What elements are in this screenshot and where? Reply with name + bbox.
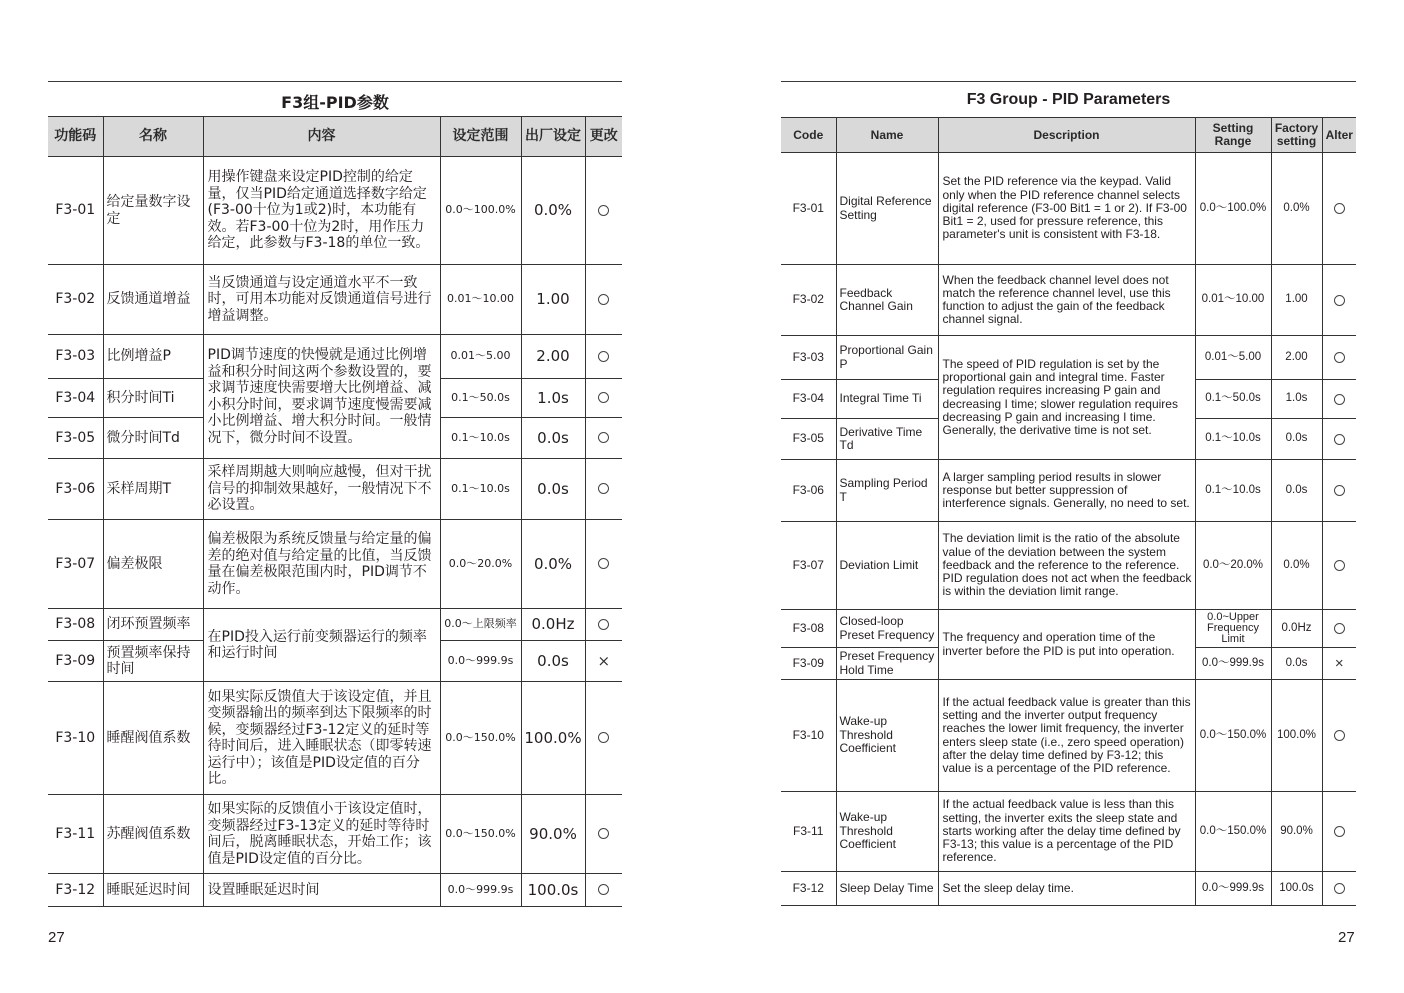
name-cell: Integral Time Ti bbox=[836, 380, 938, 419]
name-cell: Sampling Period T bbox=[836, 460, 938, 522]
header-alter: 更改 bbox=[585, 117, 622, 157]
range-cell: 0.0～100.0% bbox=[1195, 153, 1271, 265]
code-cell: F3-10 bbox=[48, 682, 103, 795]
desc-cell: Set the sleep delay time. bbox=[938, 872, 1195, 906]
code-cell: F3-12 bbox=[48, 874, 103, 907]
table-row bbox=[781, 792, 1356, 872]
circle-icon bbox=[1334, 826, 1345, 837]
name-cell: Feedback Channel Gain bbox=[836, 265, 938, 336]
name-cell: Deviation Limit bbox=[836, 522, 938, 610]
range-cell: 0.1～10.0s bbox=[440, 418, 521, 459]
circle-icon bbox=[598, 294, 609, 305]
code-cell: F3-03 bbox=[781, 336, 836, 380]
range-cell: 0.0～150.0% bbox=[440, 682, 521, 795]
factory-cell: 100.0% bbox=[521, 682, 585, 795]
right-page-number: 27 bbox=[1338, 929, 1355, 946]
circle-icon bbox=[598, 732, 609, 743]
code-cell: F3-02 bbox=[781, 265, 836, 336]
merged-desc-cell: The frequency and operation time of the inverter before the PID is put into operation. bbox=[938, 610, 1195, 680]
alter-cell bbox=[585, 335, 622, 379]
header-code: 功能码 bbox=[48, 117, 103, 157]
factory-cell: 0.0Hz bbox=[1271, 610, 1322, 648]
factory-cell: 0.0s bbox=[1271, 419, 1322, 460]
circle-icon bbox=[1334, 883, 1345, 894]
factory-cell: 0.0s bbox=[1271, 648, 1322, 680]
range-cell: 0.0～999.9s bbox=[1195, 648, 1271, 680]
circle-icon bbox=[598, 432, 609, 443]
range-cell: 0.0～150.0% bbox=[440, 795, 521, 874]
name-cell: 睡醒阀值系数 bbox=[103, 682, 203, 795]
code-cell: F3-09 bbox=[48, 641, 103, 682]
header-name: 名称 bbox=[103, 117, 203, 157]
circle-icon bbox=[598, 884, 609, 895]
desc-cell: When the feedback channel level does not match the reference channel level, use this function to adjust the gain of the feedback channel signal. bbox=[938, 265, 1195, 336]
alter-cell bbox=[1322, 336, 1356, 380]
left-section-title: F3组-PID参数 bbox=[281, 93, 389, 112]
code-cell: F3-04 bbox=[48, 379, 103, 418]
factory-cell: 0.0s bbox=[521, 459, 585, 520]
alter-cell bbox=[1322, 419, 1356, 460]
range-cell: 0.01～10.00 bbox=[440, 265, 521, 335]
circle-icon bbox=[598, 351, 609, 362]
circle-icon bbox=[598, 392, 609, 403]
cross-icon: × bbox=[1322, 648, 1356, 680]
header-description: Description bbox=[938, 118, 1195, 153]
desc-cell: A larger sampling period results in slower response but better suppression of interference signals. Generally, no need to set. bbox=[938, 460, 1195, 522]
alter-cell bbox=[1322, 153, 1356, 265]
table-row bbox=[781, 460, 1356, 522]
table-row bbox=[781, 336, 1356, 380]
left-page-number: 27 bbox=[48, 929, 65, 946]
alter-cell bbox=[585, 609, 622, 641]
code-cell: F3-07 bbox=[781, 522, 836, 610]
merged-desc-cell: 在PID投入运行前变频器运行的频率和运行时间 bbox=[203, 609, 440, 682]
range-cell: 0.1～10.0s bbox=[1195, 460, 1271, 522]
code-cell: F3-11 bbox=[48, 795, 103, 874]
name-cell: 苏醒阀值系数 bbox=[103, 795, 203, 874]
circle-icon bbox=[1334, 394, 1345, 405]
code-cell: F3-06 bbox=[48, 459, 103, 520]
desc-cell: 如果实际反馈值大于该设定值，并且变频器输出的频率到达下限频率的时候，变频器经过F3-12定义的延时等待时间后，进入睡眠状态（即零转速运行中）；该值是PID设定值的百分比。 bbox=[203, 682, 440, 795]
table-row bbox=[48, 795, 622, 874]
desc-cell: 设置睡眠延迟时间 bbox=[203, 874, 440, 907]
table-row bbox=[48, 335, 622, 379]
name-cell: 预置频率保持时间 bbox=[103, 641, 203, 682]
desc-cell: 如果实际的反馈值小于该设定值时，变频器经过F3-13定义的延时等待时间后，脱离睡眠状态，开始工作；该值是PID设定值的百分比。 bbox=[203, 795, 440, 874]
table-row bbox=[48, 874, 622, 907]
header-range: 设定范围 bbox=[440, 117, 521, 157]
desc-cell: 采样周期越大则响应越慢，但对干扰信号的抑制效果越好，一般情况下不必设置。 bbox=[203, 459, 440, 520]
code-cell: F3-04 bbox=[781, 380, 836, 419]
left-parameter-table bbox=[48, 116, 622, 907]
table-row bbox=[48, 459, 622, 520]
code-cell: F3-08 bbox=[48, 609, 103, 641]
header-code: Code bbox=[781, 118, 836, 153]
circle-icon bbox=[1334, 352, 1345, 363]
table-row bbox=[781, 680, 1356, 792]
factory-cell: 0.0% bbox=[521, 520, 585, 609]
header-description: 内容 bbox=[203, 117, 440, 157]
factory-cell: 100.0s bbox=[521, 874, 585, 907]
alter-cell bbox=[585, 379, 622, 418]
merged-desc-cell: PID调节速度的快慢就是通过比例增益和积分时间这两个参数设置的，要求调节速度快需要增大比例增益、减小积分时间，要求调节速度慢需要减小比例增益、增大积分时间。一般情况下，微分时间不设置。 bbox=[203, 335, 440, 459]
name-cell: 反馈通道增益 bbox=[103, 265, 203, 335]
range-cell: 0.0～100.0% bbox=[440, 157, 521, 265]
range-cell: 0.0～999.9s bbox=[1195, 872, 1271, 906]
alter-cell bbox=[585, 682, 622, 795]
range-cell: 0.0～999.9s bbox=[440, 874, 521, 907]
factory-cell: 1.00 bbox=[521, 265, 585, 335]
circle-icon bbox=[1334, 730, 1345, 741]
header-alter: Alter bbox=[1322, 118, 1356, 153]
cross-icon: × bbox=[585, 641, 622, 682]
merged-desc-cell: The speed of PID regulation is set by the proportional gain and integral time. Faster regulation requires increasing P gain and decreasing I time; slower regulation requires decreasing P gain and increasing I time. Generally, the derivative time is not set. bbox=[938, 336, 1195, 460]
factory-cell: 0.0% bbox=[1271, 522, 1322, 610]
name-cell: Preset Frequency Hold Time bbox=[836, 648, 938, 680]
range-cell: 0.01～10.00 bbox=[1195, 265, 1271, 336]
circle-icon bbox=[1334, 434, 1345, 445]
header-name: Name bbox=[836, 118, 938, 153]
table-row bbox=[781, 265, 1356, 336]
range-cell: 0.0～上限频率 bbox=[440, 609, 521, 641]
name-cell: Sleep Delay Time bbox=[836, 872, 938, 906]
circle-icon bbox=[598, 558, 609, 569]
alter-cell bbox=[585, 265, 622, 335]
circle-icon bbox=[598, 828, 609, 839]
range-cell: 0.0～20.0% bbox=[1195, 522, 1271, 610]
code-cell: F3-12 bbox=[781, 872, 836, 906]
right-section-title: F3 Group - PID Parameters bbox=[966, 91, 1171, 108]
circle-icon bbox=[1334, 560, 1345, 571]
name-cell: 比例增益P bbox=[103, 335, 203, 379]
code-cell: F3-03 bbox=[48, 335, 103, 379]
circle-icon bbox=[598, 619, 609, 630]
range-cell: 0.0~Upper Frequency Limit bbox=[1195, 610, 1271, 648]
code-cell: F3-01 bbox=[781, 153, 836, 265]
table-row bbox=[48, 520, 622, 609]
left-top-rule bbox=[48, 81, 622, 82]
factory-cell: 0.0s bbox=[521, 641, 585, 682]
table-header-row bbox=[48, 117, 622, 157]
code-cell: F3-08 bbox=[781, 610, 836, 648]
table-row bbox=[48, 609, 622, 641]
code-cell: F3-11 bbox=[781, 792, 836, 872]
desc-cell: The deviation limit is the ratio of the absolute value of the deviation between the system feedback and the reference to the reference. PID regulation does not act when the feedback is within the deviation limit range. bbox=[938, 522, 1195, 610]
header-range: Setting Range bbox=[1195, 118, 1271, 153]
code-cell: F3-01 bbox=[48, 157, 103, 265]
factory-cell: 1.0s bbox=[521, 379, 585, 418]
circle-icon bbox=[1334, 623, 1345, 634]
alter-cell bbox=[1322, 680, 1356, 792]
alter-cell bbox=[585, 157, 622, 265]
table-row bbox=[781, 522, 1356, 610]
alter-cell bbox=[585, 795, 622, 874]
range-cell: 0.1～10.0s bbox=[440, 459, 521, 520]
factory-cell: 0.0Hz bbox=[521, 609, 585, 641]
header-factory: 出厂设定 bbox=[521, 117, 585, 157]
right-parameter-table bbox=[781, 117, 1356, 906]
name-cell: Derivative Time Td bbox=[836, 419, 938, 460]
range-cell: 0.1～10.0s bbox=[1195, 419, 1271, 460]
range-cell: 0.01～5.00 bbox=[1195, 336, 1271, 380]
name-cell: 偏差极限 bbox=[103, 520, 203, 609]
desc-cell: Set the PID reference via the keypad. Valid only when the PID reference channel selects digital reference (F3-00 Bit1 = 1 or 2). If F3-00 Bit1 = 2, used for pressure reference, this parameter's unit is consistent with F3-18. bbox=[938, 153, 1195, 265]
table-row bbox=[781, 153, 1356, 265]
range-cell: 0.0～20.0% bbox=[440, 520, 521, 609]
range-cell: 0.01～5.00 bbox=[440, 335, 521, 379]
desc-cell: If the actual feedback value is less than this setting, the inverter exits the sleep state and starts working after the delay time defined by F3-13; this value is a percentage of the PID reference. bbox=[938, 792, 1195, 872]
factory-cell: 0.0s bbox=[1271, 460, 1322, 522]
alter-cell bbox=[585, 874, 622, 907]
factory-cell: 0.0% bbox=[521, 157, 585, 265]
factory-cell: 0.0s bbox=[521, 418, 585, 459]
factory-cell: 2.00 bbox=[1271, 336, 1322, 380]
name-cell: Wake-up Threshold Coefficient bbox=[836, 792, 938, 872]
name-cell: 采样周期T bbox=[103, 459, 203, 520]
alter-cell bbox=[1322, 460, 1356, 522]
desc-cell: If the actual feedback value is greater than this setting and the inverter output frequency reaches the lower limit frequency, the inverter enters sleep state (i.e., zero speed operation) after the delay time defined by F3-12; this value is a percentage of the PID reference. bbox=[938, 680, 1195, 792]
name-cell: Wake-up Threshold Coefficient bbox=[836, 680, 938, 792]
factory-cell: 1.00 bbox=[1271, 265, 1322, 336]
code-cell: F3-02 bbox=[48, 265, 103, 335]
alter-cell bbox=[585, 459, 622, 520]
table-row bbox=[48, 157, 622, 265]
table-row bbox=[781, 872, 1356, 906]
name-cell: Closed-loop Preset Frequency bbox=[836, 610, 938, 648]
alter-cell bbox=[585, 418, 622, 459]
circle-icon bbox=[598, 483, 609, 494]
range-cell: 0.1～50.0s bbox=[1195, 380, 1271, 419]
circle-icon bbox=[1334, 295, 1345, 306]
name-cell: 给定量数字设定 bbox=[103, 157, 203, 265]
range-cell: 0.0～150.0% bbox=[1195, 680, 1271, 792]
circle-icon bbox=[1334, 485, 1345, 496]
factory-cell: 100.0% bbox=[1271, 680, 1322, 792]
alter-cell bbox=[1322, 872, 1356, 906]
factory-cell: 1.0s bbox=[1271, 380, 1322, 419]
circle-icon bbox=[598, 205, 609, 216]
code-cell: F3-05 bbox=[781, 419, 836, 460]
code-cell: F3-10 bbox=[781, 680, 836, 792]
code-cell: F3-09 bbox=[781, 648, 836, 680]
header-factory: Factory setting bbox=[1271, 118, 1322, 153]
table-row bbox=[781, 610, 1356, 648]
alter-cell bbox=[1322, 380, 1356, 419]
table-row bbox=[48, 265, 622, 335]
factory-cell: 90.0% bbox=[521, 795, 585, 874]
alter-cell bbox=[1322, 610, 1356, 648]
code-cell: F3-06 bbox=[781, 460, 836, 522]
desc-cell: 用操作键盘来设定PID控制的给定量，仅当PID给定通道选择数字给定(F3-00十位为1或2)时，本功能有效。若F3-00十位为2时，用作压力给定，此参数与F3-18的单位一致。 bbox=[203, 157, 440, 265]
name-cell: Digital Reference Setting bbox=[836, 153, 938, 265]
factory-cell: 100.0s bbox=[1271, 872, 1322, 906]
name-cell: 闭环预置频率 bbox=[103, 609, 203, 641]
code-cell: F3-07 bbox=[48, 520, 103, 609]
range-cell: 0.0～999.9s bbox=[440, 641, 521, 682]
factory-cell: 2.00 bbox=[521, 335, 585, 379]
factory-cell: 90.0% bbox=[1271, 792, 1322, 872]
name-cell: 睡眠延迟时间 bbox=[103, 874, 203, 907]
alter-cell bbox=[585, 520, 622, 609]
factory-cell: 0.0% bbox=[1271, 153, 1322, 265]
desc-cell: 当反馈通道与设定通道水平不一致时，可用本功能对反馈通道信号进行增益调整。 bbox=[203, 265, 440, 335]
right-top-rule bbox=[781, 81, 1356, 82]
range-cell: 0.1～50.0s bbox=[440, 379, 521, 418]
table-header-row bbox=[781, 118, 1356, 153]
alter-cell bbox=[1322, 265, 1356, 336]
range-cell: 0.0～150.0% bbox=[1195, 792, 1271, 872]
table-row bbox=[48, 682, 622, 795]
circle-icon bbox=[1334, 203, 1345, 214]
alter-cell bbox=[1322, 792, 1356, 872]
name-cell: 积分时间Ti bbox=[103, 379, 203, 418]
desc-cell: 偏差极限为系统反馈量与给定量的偏差的绝对值与给定量的比值，当反馈量在偏差极限范围内时，PID调节不动作。 bbox=[203, 520, 440, 609]
name-cell: Proportional Gain P bbox=[836, 336, 938, 380]
name-cell: 微分时间Td bbox=[103, 418, 203, 459]
alter-cell bbox=[1322, 522, 1356, 610]
code-cell: F3-05 bbox=[48, 418, 103, 459]
